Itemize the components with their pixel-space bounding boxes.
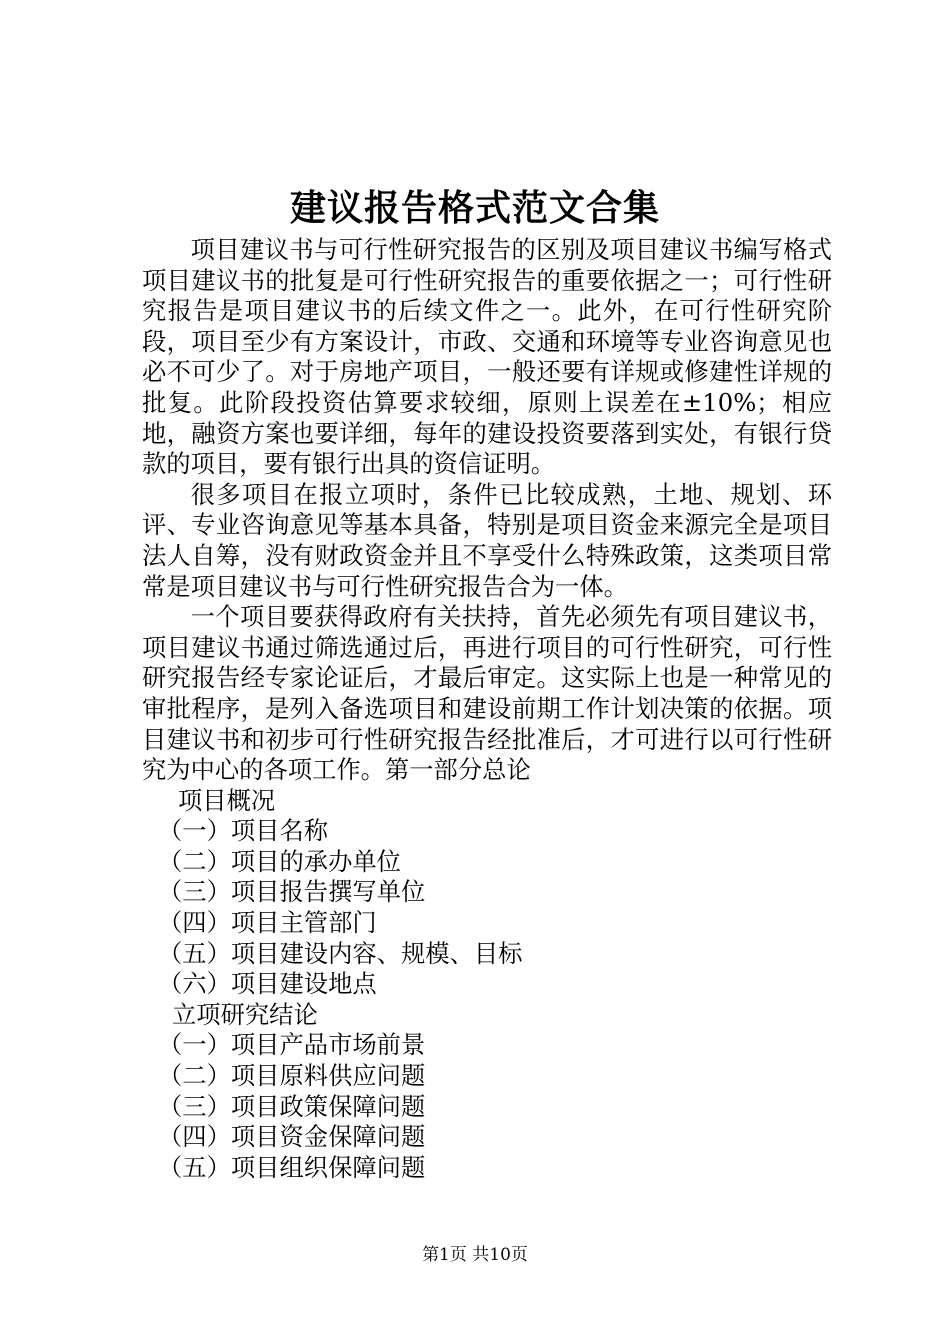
- document-body: [142, 235, 832, 1183]
- list-item: （二）项目原料供应问题: [158, 1061, 426, 1091]
- page-footer: 第1页 共10页: [422, 1245, 528, 1265]
- document-title: 建议报告格式范文合集: [289, 187, 660, 229]
- list-item: （五）项目建设内容、规模、目标: [158, 938, 523, 968]
- paragraph-1: 项目建议书与可行性研究报告的区别及项目建议书编写格式项目建议书的批复是可行性研究报告的重要依据之一；可行性研究报告是项目建议书的后续文件之一。此外，在可行性研究阶段，项目至少有方案设计，市政、交通和环境等专业咨询意见也必不可少了。对于房地产项目，一般还要有详规或修建性详规的批复。此阶段投资估算要求较细，原则上误差在±10%；相应地，融资方案也要详细，每年的建设投资要落到实处，有银行贷款的项目，要有银行出具的资信证明。: [142, 235, 832, 479]
- list-item: （一）项目产品市场前景: [158, 1030, 426, 1060]
- list-item: （五）项目组织保障问题: [158, 1152, 426, 1182]
- paragraph-3: 一个项目要获得政府有关扶持，首先必须先有项目建议书，项目建议书通过筛选通过后，再进行项目的可行性研究，可行性研究报告经专家论证后，才最后审定。这实际上也是一种常见的审批程序，是列入备选项目和建设前期工作计划决策的依据。项目建议书和初步可行性研究报告经批准后，才可进行以可行性研究为中心的各项工作。第一部分总论: [142, 602, 832, 785]
- list-item: （六）项目建设地点: [158, 969, 377, 999]
- list-item: （一）项目名称: [158, 816, 329, 846]
- list-item: （三）项目报告撰写单位: [158, 877, 426, 907]
- list-item: （四）项目主管部门: [158, 908, 377, 938]
- section-heading-overview: 项目概况: [178, 785, 276, 815]
- list-item: （二）项目的承办单位: [158, 846, 401, 876]
- paragraph-2: 很多项目在报立项时，条件已比较成熟，土地、规划、环评、专业咨询意见等基本具备，特别是项目资金来源完全是项目法人自筹，没有财政资金并且不享受什么特殊政策，这类项目常常是项目建议书与可行性研究报告合为一体。: [142, 479, 832, 601]
- list-item: （四）项目资金保障问题: [158, 1122, 426, 1152]
- section-heading-conclusion: 立项研究结论: [172, 999, 318, 1029]
- list-item: （三）项目政策保障问题: [158, 1091, 426, 1121]
